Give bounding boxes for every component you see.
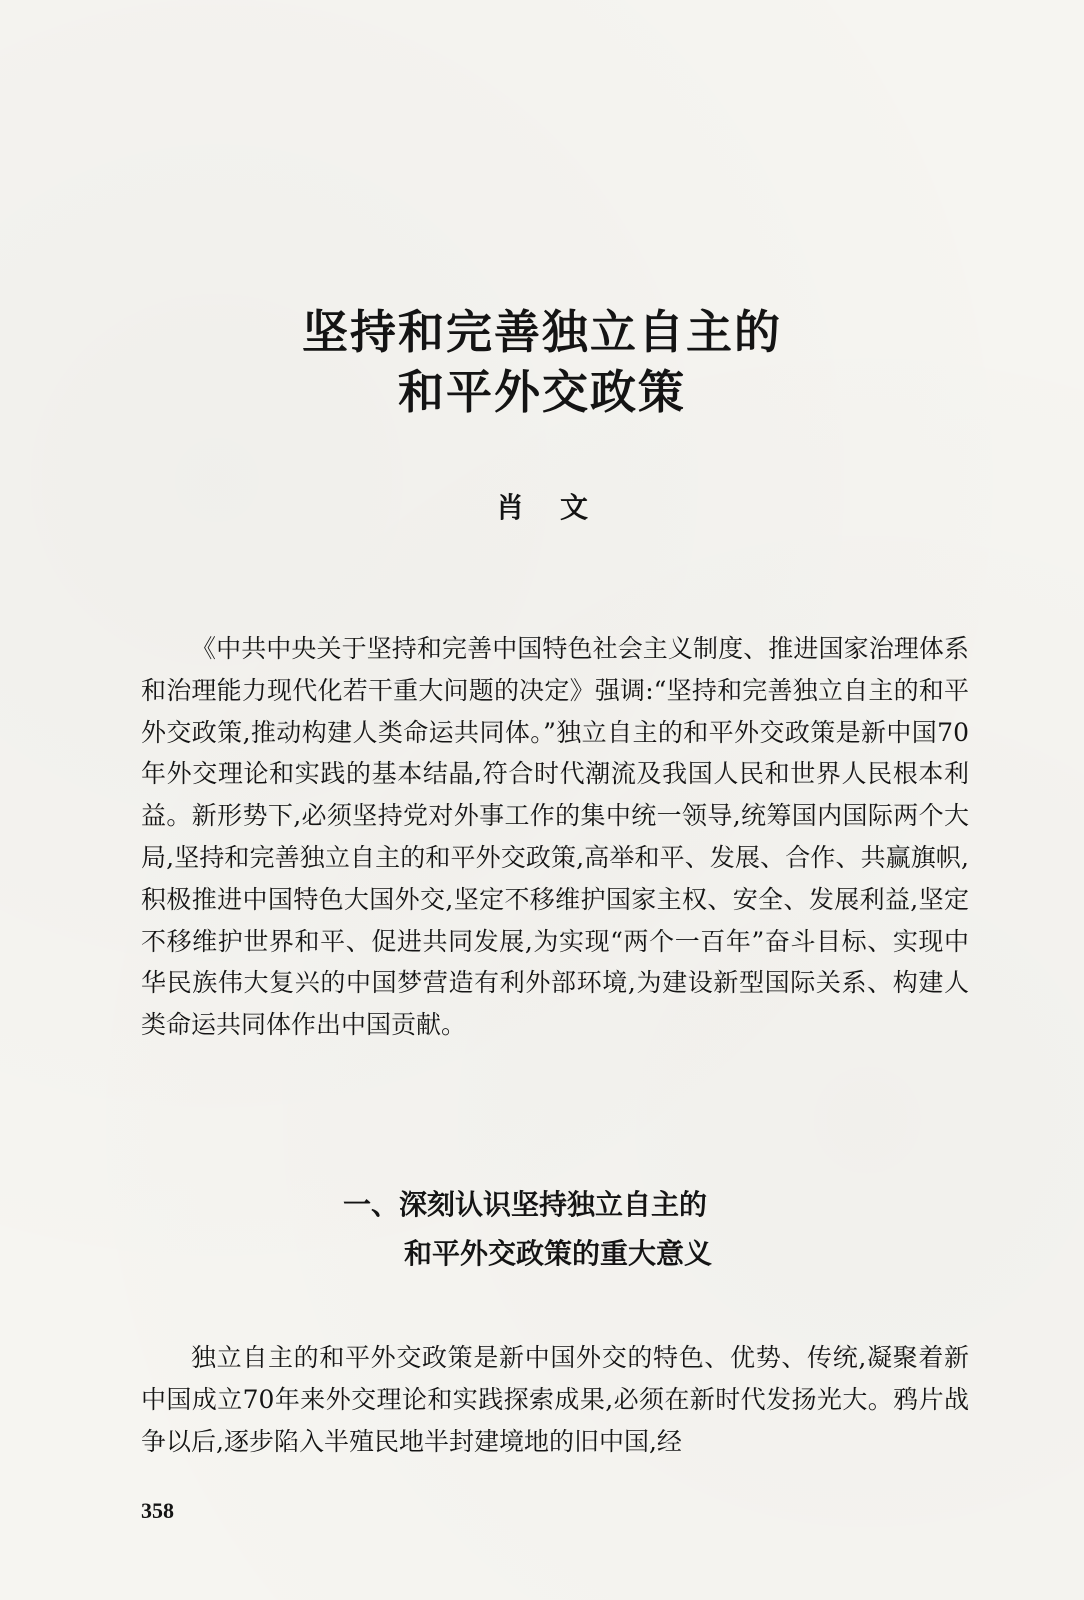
intro-paragraph: 《中共中央关于坚持和完善中国特色社会主义制度、推进国家治理体系和治理能力现代化若干重大问题的决定》强调:“坚持和完善独立自主的和平外交政策,推动构建人类命运共同体。”独立自主的和平外交政策是新中国70年外交理论和实践的基本结晶,符合时代潮流及我国人民和世界人民根本利益。新形势下,必须坚持党对外事工作的集中统一领导,统筹国内国际两个大局,坚持和完善独立自主的和平外交政策,高举和平、发展、合作、共赢旗帜,积极推进中国特色大国外交,坚定不移维护国家主权、安全、发展利益,坚定不移维护世界和平、促进共同发展,为实现“两个一百年”奋斗目标、实现中华民族伟大复兴的中国梦营造有利外部环境,为建设新型国际关系、构建人类命运共同体作出中国贡献。 [141, 634, 969, 1040]
article-title-line-2: 和平外交政策 [398, 365, 686, 419]
article-title-line-1: 坚持和完善独立自主的 [302, 305, 782, 359]
section-heading-line-2: 和平外交政策的重大意义 [404, 1237, 713, 1270]
section-heading [0, 1180, 1084, 1278]
page-number: 358 [141, 1498, 174, 1523]
article-title [0, 302, 1084, 422]
section-heading-line-1: 一、深刻认识坚持独立自主的 [343, 1188, 708, 1221]
author-name: 肖文 [495, 491, 624, 524]
section-paragraph: 独立自主的和平外交政策是新中国外交的特色、优势、传统,凝聚着新中国成立70年来外交理论和实践探索成果,必须在新时代发扬光大。鸦片战争以后,逐步陷入半殖民地半封建境地的旧中国,经 [141, 1343, 969, 1456]
